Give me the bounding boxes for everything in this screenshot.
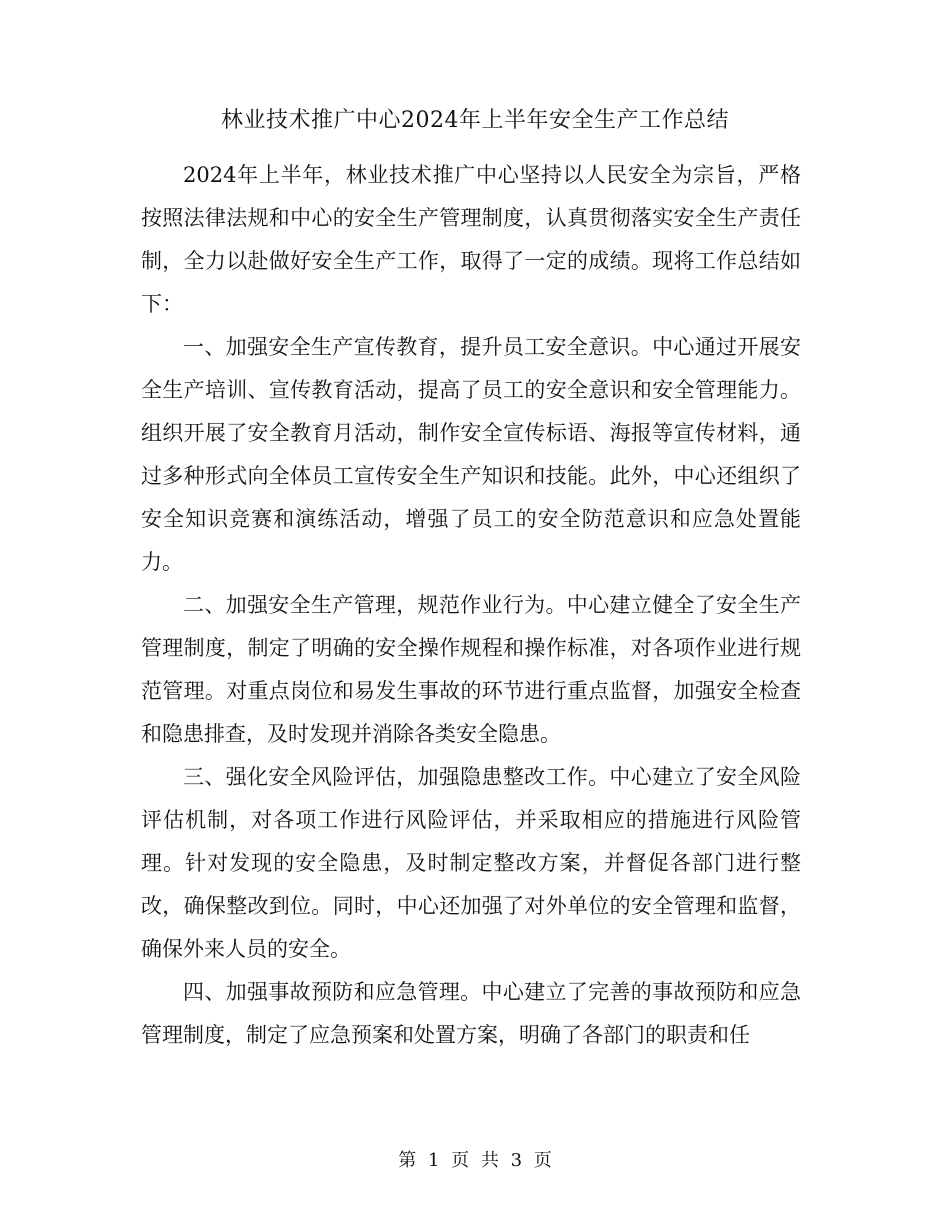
paragraph-section-4: 四、加强事故预防和应急管理。中心建立了完善的事故预防和应急管理制度，制定了应急预案和处置方案，明确了各部门的职责和任 — [141, 980, 801, 1047]
paragraph-section-3: 三、强化安全风险评估，加强隐患整改工作。中心建立了安全风险评估机制，对各项工作进行风险评估，并采取相应的措施进行风险管理。针对发现的安全隐患，及时制定整改方案，并督促各部门进行整改，确保整改到位。同时，中心还加强了对外单位的安全管理和监督，确保外来人员的安全。 — [141, 765, 801, 961]
paragraph-intro: 2024年上半年，林业技术推广中心坚持以人民安全为宗旨，严格按照法律法规和中心的安全生产管理制度，认真贯彻落实安全生产责任制，全力以赴做好安全生产工作，取得了一定的成绩。现将工作总结如下： — [141, 163, 801, 316]
paragraph-section-2: 二、加强安全生产管理，规范作业行为。中心建立健全了安全生产管理制度，制定了明确的安全操作规程和操作标准，对各项作业进行规范管理。对重点岗位和易发生事故的环节进行重点监督，加强安全检查和隐患排查，及时发现并消除各类安全隐患。 — [141, 593, 801, 746]
page-number-footer: 第 1 页 共 3 页 — [398, 1150, 552, 1171]
document-title: 林业技术推广中心2024年上半年安全生产工作总结 — [221, 108, 729, 133]
paragraph-section-1: 一、加强安全生产宣传教育，提升员工安全意识。中心通过开展安全生产培训、宣传教育活动，提高了员工的安全意识和安全管理能力。组织开展了安全教育月活动，制作安全宣传标语、海报等宣传材料，通过多种形式向全体员工宣传安全生产知识和技能。此外，中心还组织了安全知识竞赛和演练活动，增强了员工的安全防范意识和应急处置能力。 — [141, 335, 801, 574]
document-body — [141, 154, 801, 1057]
